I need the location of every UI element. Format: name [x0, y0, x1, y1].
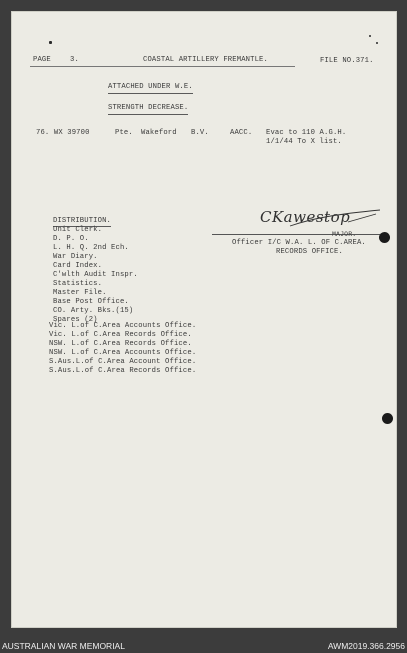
list-item: Vic. L.of C.Area Records Office. [49, 331, 192, 339]
list-item: CO. Arty. Bks.(15) [53, 307, 134, 315]
signature-flourish [288, 208, 383, 230]
punch-hole [379, 232, 390, 243]
list-item: D. P. O. [53, 235, 89, 243]
entry-initials: B.V. [191, 129, 209, 137]
list-item: C'wlth Audit Inspr. [53, 271, 138, 279]
signature-title-line2: RECORDS OFFICE. [276, 248, 343, 256]
list-item: Card Index. [53, 262, 103, 270]
list-item: War Diary. [53, 253, 98, 261]
list-item: S.Aus.L.of C.Area Account Office. [49, 358, 197, 366]
distribution-heading: DISTRIBUTION. [53, 217, 112, 225]
section-title: ATTACHED UNDER W.E. [108, 83, 193, 94]
list-item: NSW. L.of C.Area Accounts Office. [49, 349, 197, 357]
pencil-mark [376, 42, 378, 44]
page-number: 3. [70, 56, 79, 64]
entry-rank: Pte. [115, 129, 133, 137]
pencil-mark [369, 35, 371, 37]
entry-action-line2: 1/1/44 To X list. [266, 138, 342, 146]
header-rule [30, 66, 295, 67]
entry-name: Wakeford [141, 129, 177, 137]
signature-rank: MAJOR. [332, 231, 357, 238]
list-item: Spares (2) [53, 316, 98, 324]
list-item: NSW. L.of C.Area Records Office. [49, 340, 192, 348]
file-number: FILE NO.371. [320, 57, 374, 65]
entry-action-line1: Evac to 110 A.G.H. [266, 129, 347, 137]
distribution-list [53, 226, 138, 325]
pencil-mark [49, 41, 52, 44]
footer-credit: AUSTRALIAN WAR MEMORIAL [2, 641, 125, 651]
list-item: Base Post Office. [53, 298, 129, 306]
section-subtitle: STRENGTH DECREASE. [108, 104, 188, 115]
signature-title-line1: Officer I/C W.A. L. OF C.AREA. [232, 239, 366, 247]
list-item: Statistics. [53, 280, 103, 288]
unit-heading: COASTAL ARTILLERY FREMANTLE. [143, 56, 268, 64]
document-page [11, 11, 397, 628]
page-label: PAGE [33, 56, 51, 64]
list-item: Unit Clerk. [53, 226, 103, 234]
list-item: Vic. L.of C.Area Accounts Office. [49, 322, 197, 330]
footer-caption [0, 639, 407, 653]
list-item: S.Aus.L.of C.Area Records Office. [49, 367, 197, 375]
office-list [49, 322, 196, 376]
punch-hole [382, 413, 393, 424]
entry-corps: AACC. [230, 129, 253, 137]
list-item: Master File. [53, 289, 107, 297]
list-item: L. H. Q. 2nd Ech. [53, 244, 129, 252]
signature: CKawestop [260, 208, 351, 226]
entry-item-number: 76. WX 39700 [36, 129, 90, 137]
footer-accession-number: AWM2019.366.2956 [327, 641, 405, 651]
